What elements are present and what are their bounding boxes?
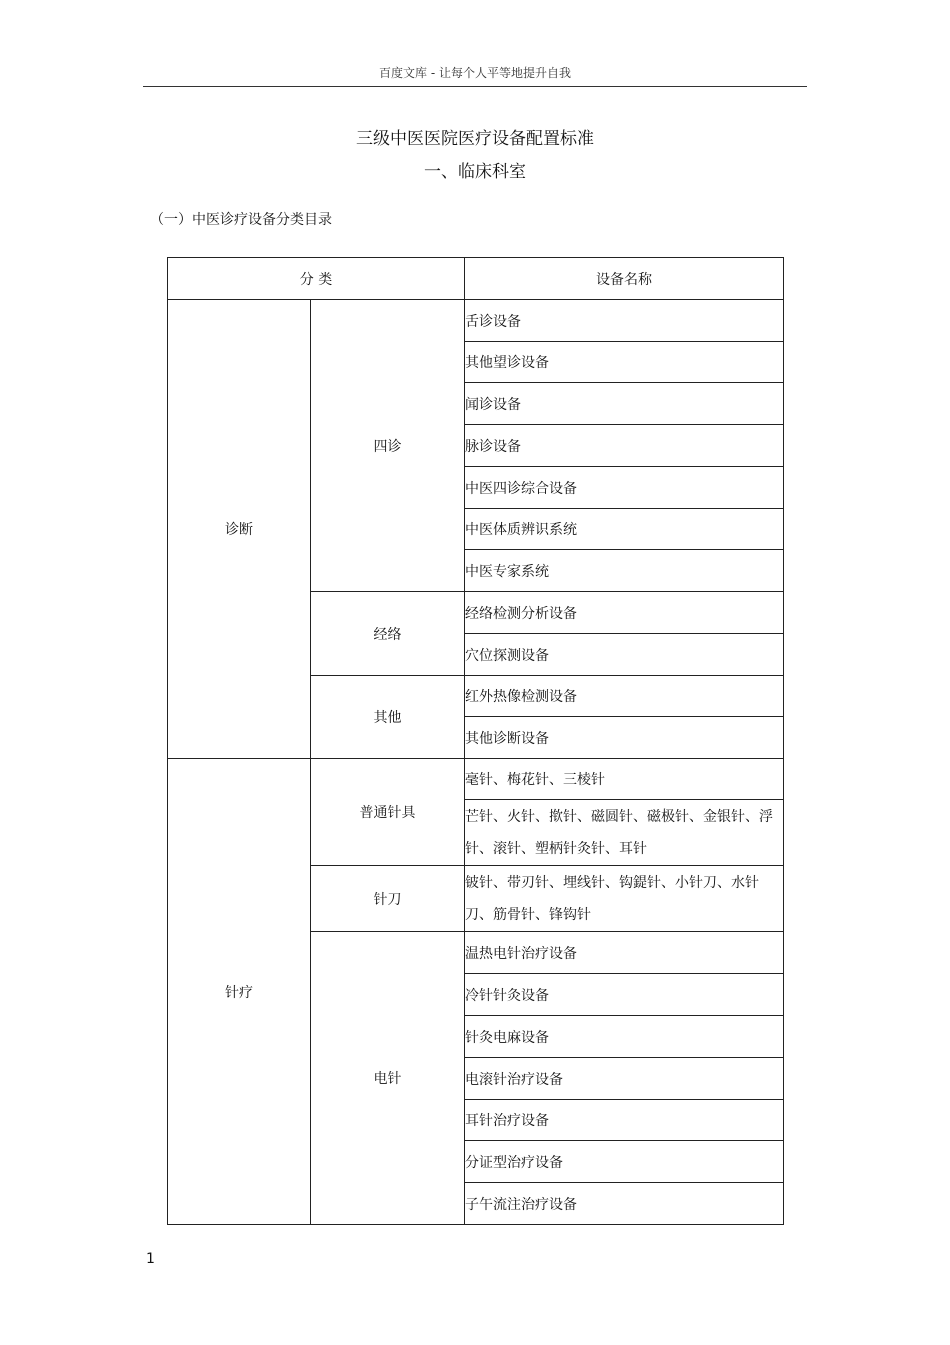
subcategory-electro-acupuncture: 电针 — [311, 932, 465, 1225]
equipment-cell: 铍针、带刃针、埋线针、钩鍉针、小针刀、水针刀、筋骨针、锋钩针 — [465, 866, 784, 932]
equipment-cell: 子午流注治疗设备 — [465, 1183, 784, 1225]
equipment-cell: 中医专家系统 — [465, 550, 784, 592]
document-title: 三级中医医院医疗设备配置标准 — [356, 129, 594, 149]
equipment-cell: 毫针、梅花针、三棱针 — [465, 759, 784, 800]
document-subtitle: 一、临床科室 — [424, 162, 526, 182]
equipment-cell: 芒针、火针、揿针、磁圆针、磁极针、金银针、浮针、滚针、塑柄针灸针、耳针 — [465, 800, 784, 866]
subcategory-needle-knife: 针刀 — [311, 866, 465, 932]
subcategory-meridian: 经络 — [311, 592, 465, 676]
equipment-cell: 冷针针灸设备 — [465, 974, 784, 1016]
table-row — [168, 759, 784, 800]
equipment-cell: 红外热像检测设备 — [465, 676, 784, 717]
equipment-cell: 脉诊设备 — [465, 425, 784, 467]
equipment-cell: 中医体质辨识系统 — [465, 509, 784, 550]
header-equipment: 设备名称 — [465, 258, 784, 300]
equipment-cell: 闻诊设备 — [465, 383, 784, 425]
equipment-cell: 针灸电麻设备 — [465, 1016, 784, 1058]
subcategory-other: 其他 — [311, 676, 465, 759]
equipment-cell: 电滚针治疗设备 — [465, 1058, 784, 1100]
equipment-cell: 分证型治疗设备 — [465, 1141, 784, 1183]
equipment-table — [167, 257, 784, 1225]
table-row — [168, 300, 784, 342]
equipment-cell: 温热电针治疗设备 — [465, 932, 784, 974]
equipment-cell: 其他诊断设备 — [465, 717, 784, 759]
category-acupuncture: 针疗 — [168, 759, 311, 1225]
subcategory-ordinary-needles: 普通针具 — [311, 759, 465, 866]
subcategory-four-diagnoses: 四诊 — [311, 300, 465, 592]
header-category: 分 类 — [168, 258, 465, 300]
page-header: 百度文库 - 让每个人平等地提升自我 — [143, 60, 807, 87]
equipment-cell: 穴位探测设备 — [465, 634, 784, 676]
equipment-cell: 舌诊设备 — [465, 300, 784, 342]
equipment-cell: 中医四诊综合设备 — [465, 467, 784, 509]
section-heading: （一）中医诊疗设备分类目录 — [150, 212, 332, 228]
equipment-cell: 耳针治疗设备 — [465, 1100, 784, 1141]
equipment-cell: 其他望诊设备 — [465, 342, 784, 383]
equipment-cell: 经络检测分析设备 — [465, 592, 784, 634]
page-number: 1 — [146, 1251, 155, 1267]
category-diagnosis: 诊断 — [168, 300, 311, 759]
table-header-row — [168, 258, 784, 300]
